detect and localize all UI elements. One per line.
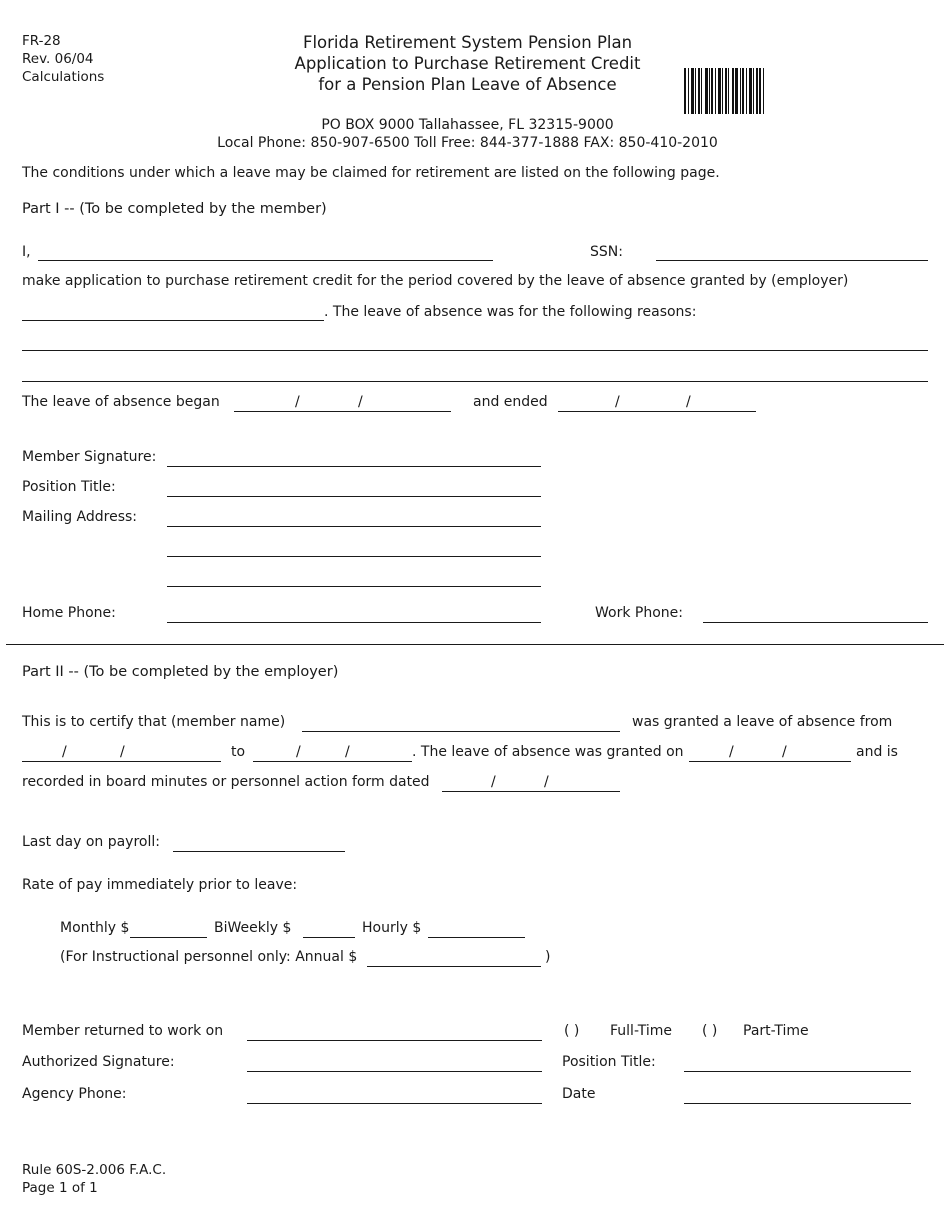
part-time-label: Part-Time: [743, 1023, 809, 1039]
returned-to-work-label: Member returned to work on: [22, 1023, 224, 1039]
and-is-label: and is: [856, 744, 898, 760]
ssn-field[interactable]: [656, 260, 928, 261]
monthly-label: Monthly $: [60, 920, 130, 936]
granted-from-label: was granted a leave of absence from: [632, 714, 893, 730]
reasons-line-2[interactable]: [22, 381, 928, 382]
rate-of-pay-label: Rate of pay immediately prior to leave:: [22, 877, 298, 893]
date-slash: /: [295, 394, 300, 410]
date-slash: /: [296, 744, 301, 760]
leave-ended-label: and ended: [473, 394, 548, 410]
mailing-address-field-2[interactable]: [167, 556, 541, 557]
date-slash: /: [491, 774, 496, 790]
member-signature-field[interactable]: [167, 466, 541, 467]
date-slash: /: [62, 744, 67, 760]
date-slash: /: [782, 744, 787, 760]
barcode-graphic: [684, 68, 770, 114]
ssn-label: SSN:: [590, 244, 623, 260]
home-phone-field[interactable]: [167, 622, 541, 623]
part2-heading: Part II -- (To be completed by the employer): [22, 664, 339, 680]
leave-ended-date-field[interactable]: [558, 411, 756, 412]
full-time-label: Full-Time: [610, 1023, 672, 1039]
certify-label: This is to certify that (member name): [22, 714, 286, 730]
last-day-payroll-field[interactable]: [173, 851, 345, 852]
biweekly-field[interactable]: [303, 937, 355, 938]
date-slash: /: [358, 394, 363, 410]
recorded-label: recorded in board minutes or personnel action form dated: [22, 774, 430, 790]
instructional-label: (For Instructional personnel only: Annual $: [60, 949, 358, 965]
authorized-signature-label: Authorized Signature:: [22, 1054, 175, 1070]
leave-to-date-field[interactable]: [253, 761, 412, 762]
section-divider: [6, 644, 944, 645]
form-revision: Rev. 06/04: [22, 51, 94, 67]
date-slash: /: [120, 744, 125, 760]
leave-began-date-field[interactable]: [234, 411, 451, 412]
form-category: Calculations: [22, 69, 105, 85]
mailing-address-label: Mailing Address:: [22, 509, 138, 525]
full-time-checkbox[interactable]: ( ): [564, 1023, 580, 1039]
employer-position-title-label: Position Title:: [562, 1054, 656, 1070]
employer-position-title-field[interactable]: [684, 1071, 911, 1072]
annual-field[interactable]: [367, 966, 541, 967]
reasons-text: . The leave of absence was for the following reasons:: [324, 304, 697, 320]
form-id: FR-28: [22, 33, 61, 49]
date-field[interactable]: [684, 1103, 911, 1104]
rule-reference: Rule 60S-2.006 F.A.C.: [22, 1162, 167, 1178]
to-label: to: [231, 744, 246, 760]
mailing-address-field-3[interactable]: [167, 586, 541, 587]
last-day-payroll-label: Last day on payroll:: [22, 834, 160, 850]
agency-phone-field[interactable]: [247, 1103, 542, 1104]
granted-on-date-field[interactable]: [689, 761, 851, 762]
biweekly-label: BiWeekly $: [214, 920, 292, 936]
recorded-date-field[interactable]: [442, 791, 620, 792]
work-phone-label: Work Phone:: [595, 605, 683, 621]
authorized-signature-field[interactable]: [247, 1071, 542, 1072]
application-text: make application to purchase retirement credit for the period covered by the leave of absence granted by (employer): [22, 273, 849, 289]
granted-on-label: . The leave of absence was granted on: [412, 744, 684, 760]
position-title-label: Position Title:: [22, 479, 116, 495]
date-slash: /: [345, 744, 350, 760]
reasons-line-1[interactable]: [22, 350, 928, 351]
monthly-field[interactable]: [130, 937, 207, 938]
date-label: Date: [562, 1086, 596, 1102]
home-phone-label: Home Phone:: [22, 605, 116, 621]
member-name-field[interactable]: [38, 260, 493, 261]
leave-from-date-field[interactable]: [22, 761, 221, 762]
work-phone-field[interactable]: [703, 622, 928, 623]
returned-to-work-field[interactable]: [247, 1040, 542, 1041]
leave-began-label: The leave of absence began: [22, 394, 220, 410]
i-label: I,: [22, 244, 31, 260]
close-paren: ): [545, 949, 551, 965]
hourly-label: Hourly $: [362, 920, 422, 936]
part-time-checkbox[interactable]: ( ): [702, 1023, 718, 1039]
date-slash: /: [544, 774, 549, 790]
part1-heading: Part I -- (To be completed by the member): [22, 201, 327, 217]
form-title-line-3: for a Pension Plan Leave of Absence: [318, 75, 617, 94]
page-number: Page 1 of 1: [22, 1180, 98, 1196]
form-title-line-2: Application to Purchase Retirement Credit: [294, 54, 641, 73]
contact-phones: Local Phone: 850-907-6500 Toll Free: 844-377-1888 FAX: 850-410-2010: [217, 135, 718, 151]
position-title-field[interactable]: [167, 496, 541, 497]
member-name-field-employer[interactable]: [302, 731, 620, 732]
date-slash: /: [686, 394, 691, 410]
mailing-address-header: PO BOX 9000 Tallahassee, FL 32315-9000: [321, 117, 614, 133]
hourly-field[interactable]: [428, 937, 525, 938]
date-slash: /: [615, 394, 620, 410]
member-signature-label: Member Signature:: [22, 449, 157, 465]
agency-phone-label: Agency Phone:: [22, 1086, 127, 1102]
employer-field[interactable]: [22, 320, 324, 321]
form-title-line-1: Florida Retirement System Pension Plan: [302, 33, 633, 52]
mailing-address-field-1[interactable]: [167, 526, 541, 527]
intro-text: The conditions under which a leave may be claimed for retirement are listed on the following page.: [22, 165, 720, 181]
date-slash: /: [729, 744, 734, 760]
